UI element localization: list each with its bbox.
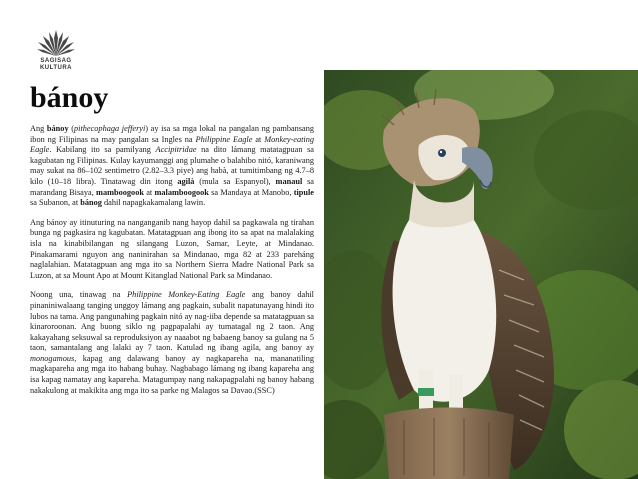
text: (mula sa Espanyol), <box>194 176 276 186</box>
logo-text-line2: KULTURA <box>39 65 73 71</box>
text: dahil napagkakamalang lawin. <box>101 198 206 208</box>
scientific-name: pithecophaga jefferyi <box>74 124 146 133</box>
text: . Kabilang ito sa pamilyang <box>49 145 156 155</box>
text: ) ay isa sa mga lokal na pangalan ng pambansang ibon ng Filipinas na may pangalan sa Ingles na <box>30 124 315 144</box>
term-banog: bánog <box>80 198 102 208</box>
text: ang banoy dahil pinaniniwalaang tanging unggoy lámang ang pagkain, subalit napatunayang hindi ito lubos na tama. Ang pangunahing pagkain nitó ay nag-iiba depende sa matatagpuan sa kinaroroonan. Ang buong siklo ng pagpapalahi ay tumatagal ng 2 taon. Ang kakayahang seksuwal sa reproduksiyon ay naaabot ng babaeng banoy sa gulang na 5 taon, samantalang ang lalaki ay 7 taon. Katulad ng ibang agila, ang banoy ay <box>30 290 314 353</box>
page-title: bánoy <box>30 81 109 114</box>
english-name-2: Monkey-eating Eagle <box>30 134 315 155</box>
english-name: Philippine Eagle <box>195 134 253 144</box>
term-manaul: manaul <box>275 176 303 186</box>
text: at <box>252 134 265 144</box>
term-monogamous: monogamous <box>30 353 75 363</box>
article-body <box>30 124 314 405</box>
term-tipule: tipule <box>293 187 314 197</box>
paragraph-habitat: Ang bánoy ay itinuturing na nanganganib nang hayop dahil sa pagkawala ng tirahan bunga ng pagkasira ng kagubatan. Matatagpuan ang ibong ito sa apat na malalaking isla na kinabibilangan ng silangang Luzon, Samar, Leyte, at Mindanao. Pinakamarami nguyon ang naninirahan sa Mindanao, mga 82 at 233 pareháng naglalahian. Matatagpuan ang mga ito sa Northern Sierra Madre National Park sa Luzon, at sa Mount Apo at Mount Kitanglad National Park sa Mindanao. <box>30 217 314 280</box>
logo-text-line1: SAGISAG <box>40 58 72 64</box>
term-mamboogook: mamboogook <box>96 187 144 197</box>
old-english-name: Philippine Monkey-Eating Eagle <box>127 290 246 300</box>
philippine-eagle-photo <box>324 70 638 479</box>
text: sa Mandaya at Manobo, <box>208 187 294 197</box>
term-malamboogook: malamboogook <box>154 187 209 197</box>
text: sa marandang Bisaya, <box>30 176 314 197</box>
paragraph-intro <box>30 124 314 209</box>
text: ( <box>68 124 74 133</box>
term-banoy: bánoy <box>46 124 69 133</box>
text: , kapag ang dalawang banoy ay nagkapareha na, mananatiling magkapareha ang mga ito habang buhay. Nagbabago lámang ng ibang kapareha ang isa kapag namatay ang kapareha. Matagumpay nang nakapagpalahi ng banoy habang nakakulong at makikita ang mga ito sa parke ng Malagos sa Davao.(SSC) <box>30 353 314 395</box>
term-agila: agilà <box>177 176 195 186</box>
text: na dito lámang matatagpuan sa kagubatan ng Filipinas. Kulay kayumanggi ang plumahe o balahibo nitó, karaniwang may sukat na 86–102 sentimetro (2.82–3.3 piye) ang habà, at tumitimbang ng 4.7–8 kilo (10–18 libra). Tinatawag din itong <box>30 145 314 186</box>
text: sa Subanon, at <box>30 198 81 208</box>
text: at <box>143 187 155 197</box>
family-name: Accipitridae <box>155 145 197 155</box>
paragraph-diet <box>30 290 314 396</box>
sagisag-kultura-logo <box>28 28 84 78</box>
text: Noong una, tinawag na <box>30 290 128 300</box>
text: Ang <box>30 124 47 133</box>
sagisag-kultura-sunburst-icon <box>36 28 76 58</box>
